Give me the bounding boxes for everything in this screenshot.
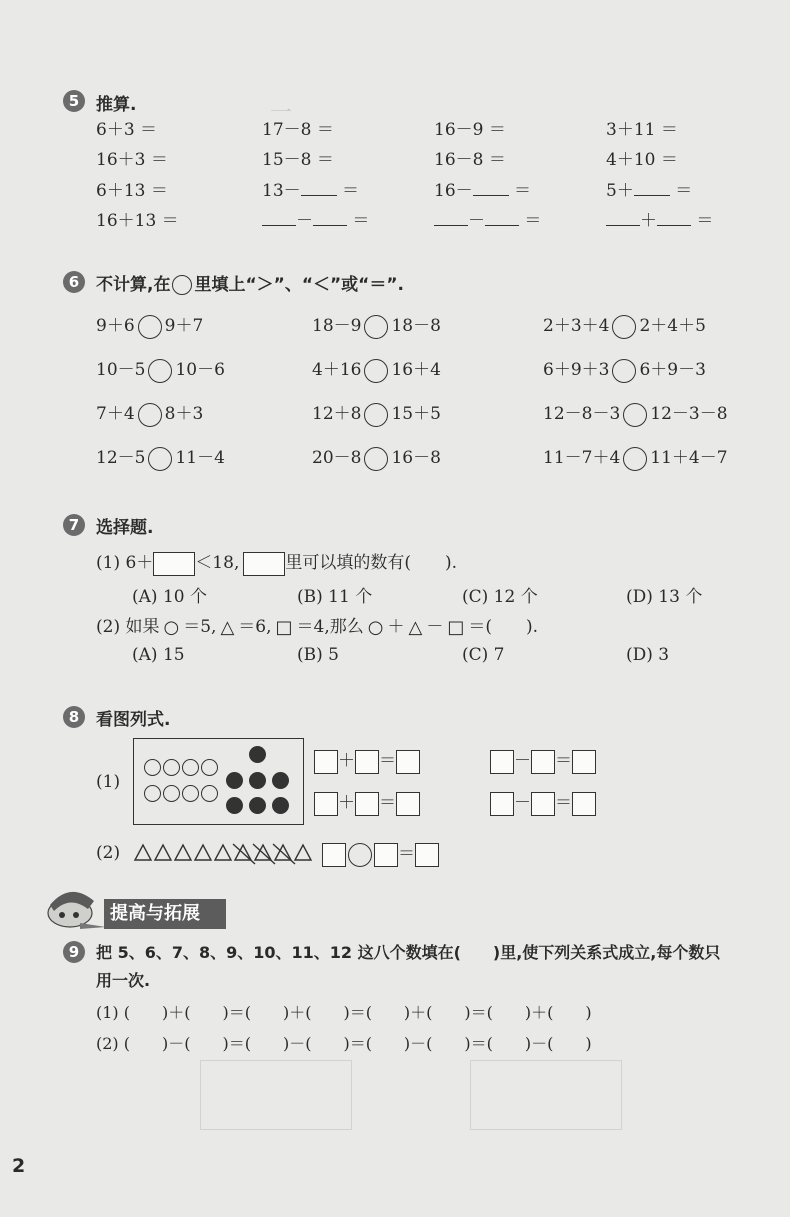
answer-box[interactable]	[415, 843, 439, 867]
answer-blank[interactable]	[485, 209, 519, 226]
compare-left: 9＋6	[96, 316, 135, 336]
page-number: 2	[12, 1155, 26, 1177]
triangle-icon	[135, 845, 151, 860]
hollow-dot	[182, 785, 199, 802]
plus-sign: ＋	[338, 751, 355, 771]
compare-item	[312, 355, 441, 383]
section-banner: 提高与拓展	[104, 899, 226, 929]
q5-r4-c2	[262, 206, 369, 231]
hollow-dot	[144, 759, 161, 776]
solid-dot	[249, 797, 266, 814]
equals-sign: ＝	[696, 211, 714, 231]
triangle-icon	[215, 845, 231, 860]
q5-r3-c4-eq: ＝	[675, 181, 693, 201]
hollow-dot	[201, 785, 218, 802]
q6-title-part-b: 里填上“＞”、“＜”或“＝”.	[194, 275, 404, 295]
q8-equation-sub-2	[490, 788, 596, 816]
hollow-dot	[144, 785, 161, 802]
triangle-icon: △	[220, 617, 235, 638]
solid-dot	[226, 797, 243, 814]
hollow-dot	[182, 759, 199, 776]
square-icon: □	[447, 617, 465, 638]
minus-sign: －	[514, 793, 531, 813]
q5-r1-c4: 3＋11 ＝	[606, 120, 678, 140]
compare-item	[543, 399, 728, 427]
question-9-badge: 9	[63, 941, 85, 963]
triangle-icon	[155, 845, 171, 860]
question-9-line-2: 用一次.	[96, 971, 151, 990]
equals-sign: ＝	[379, 793, 396, 813]
q7-p2-text-g: ＝( ).	[468, 617, 539, 637]
compare-right: 11－4	[175, 448, 225, 468]
q7-part-1	[96, 548, 457, 576]
q5-r3-c3	[434, 176, 531, 201]
q5-r3-c4	[606, 176, 692, 201]
q8-equation-add-1	[314, 746, 420, 774]
answer-box[interactable]	[243, 552, 285, 576]
answer-blank[interactable]	[634, 179, 670, 196]
compare-right: 8＋3	[164, 404, 204, 424]
q7-p2-text-c: ＝6,	[238, 617, 272, 637]
question-6-badge: 6	[63, 271, 85, 293]
q7-p1-option-c[interactable]: (C) 12 个	[462, 587, 538, 607]
answer-blank[interactable]	[434, 209, 468, 226]
compare-right: 2＋4＋5	[639, 316, 706, 336]
compare-left: 4＋16	[312, 360, 362, 380]
solid-dot	[272, 797, 289, 814]
compare-left: 6＋9＋3	[543, 360, 610, 380]
triangle-icon	[195, 845, 211, 860]
q6-title-part-a: 不计算,在	[96, 275, 171, 295]
compare-right: 10－6	[175, 360, 225, 380]
minus-sign: －	[468, 211, 485, 231]
q5-r3-c2-eq: ＝	[342, 181, 360, 201]
answer-box[interactable]	[314, 792, 338, 816]
bleed-through-box	[200, 1060, 352, 1130]
triangle-icon	[175, 845, 191, 860]
compare-item	[543, 311, 706, 339]
q7-p1-option-b[interactable]: (B) 11 个	[297, 587, 373, 607]
question-5-title: 推算.	[96, 95, 137, 115]
q5-r1-c2: 17－8 ＝	[262, 120, 334, 140]
answer-box[interactable]	[396, 792, 420, 816]
compare-right: 15＋5	[391, 404, 441, 424]
question-9-line-1: 把 5、6、7、8、9、10、11、12 这八个数填在( )里,使下列关系式成立,每个数只	[96, 943, 721, 962]
compare-item	[96, 355, 225, 383]
hollow-dot	[201, 759, 218, 776]
compare-left: 12－5	[96, 448, 146, 468]
circle-icon	[172, 275, 192, 295]
bleed-through-text: 一	[270, 101, 425, 126]
compare-right: 18－8	[391, 316, 441, 336]
answer-blank[interactable]	[473, 179, 509, 196]
hollow-dot	[163, 785, 180, 802]
compare-item	[96, 443, 225, 471]
q5-r3-c4-expr: 5＋	[606, 181, 634, 201]
q5-r3-c1: 6＋13 ＝	[96, 181, 168, 201]
q5-r3-c2-expr: 13－	[262, 181, 301, 201]
minus-sign: －	[426, 617, 444, 637]
q7-p1-option-d[interactable]: (D) 13 个	[626, 587, 703, 607]
answer-box[interactable]	[572, 792, 596, 816]
question-6-title	[96, 270, 404, 295]
compare-item	[96, 311, 203, 339]
q8-equation-sub-1	[490, 746, 596, 774]
solid-dot	[249, 746, 266, 763]
compare-left: 7＋4	[96, 404, 135, 424]
q5-r4-c3	[434, 206, 541, 231]
compare-circle[interactable]	[364, 447, 388, 471]
operator-circle[interactable]	[348, 843, 372, 867]
compare-circle[interactable]	[623, 447, 647, 471]
circle-icon: ○	[367, 617, 384, 638]
compare-left: 12＋8	[312, 404, 362, 424]
triangle-icon: △	[408, 617, 423, 638]
compare-left: 12－8－3	[543, 404, 621, 424]
compare-item	[96, 399, 203, 427]
answer-box[interactable]	[572, 750, 596, 774]
question-5-badge: 5	[63, 90, 85, 112]
compare-item	[543, 355, 706, 383]
compare-item	[543, 443, 728, 471]
equals-sign: ＝	[555, 751, 572, 771]
answer-box[interactable]	[314, 750, 338, 774]
q8-part-2-label: (2)	[96, 843, 121, 863]
compare-right: 6＋9－3	[639, 360, 706, 380]
q7-p2-option-b[interactable]: (B) 5	[297, 645, 339, 665]
q7-p1-text-b: ＜18,	[195, 553, 240, 573]
hollow-dot	[163, 759, 180, 776]
circle-icon: ○	[163, 617, 180, 638]
answer-box[interactable]	[374, 843, 398, 867]
compare-item	[312, 311, 441, 339]
q5-r2-c2: 15－8 ＝	[262, 150, 334, 170]
answer-box[interactable]	[355, 792, 379, 816]
plus-sign: ＋	[338, 793, 355, 813]
compare-circle[interactable]	[148, 447, 172, 471]
triangle-icon	[295, 845, 311, 860]
q5-r1-c1: 6＋3 ＝	[96, 120, 158, 140]
answer-box[interactable]	[153, 552, 195, 576]
q7-p2-option-c[interactable]: (C) 7	[462, 645, 505, 665]
answer-box[interactable]	[490, 750, 514, 774]
q7-p2-text-a: (2) 如果	[96, 617, 160, 637]
q5-r3-c3-expr: 16－	[434, 181, 473, 201]
q7-p2-text-d: ＝4,那么	[296, 617, 364, 637]
compare-right: 9＋7	[164, 316, 204, 336]
compare-item	[312, 399, 441, 427]
q7-part-2	[96, 612, 538, 638]
cartoon-mascot-icon	[40, 883, 108, 931]
plus-sign: ＋	[640, 211, 657, 231]
compare-circle[interactable]	[364, 315, 388, 339]
q7-p1-text-c: 里可以填的数有( ).	[285, 553, 458, 573]
question-8-badge: 8	[63, 706, 85, 728]
bleed-through-box	[470, 1060, 622, 1130]
compare-circle[interactable]	[612, 359, 636, 383]
answer-box[interactable]	[355, 750, 379, 774]
question-8-title: 看图列式.	[96, 710, 171, 730]
solid-dot	[272, 772, 289, 789]
compare-left: 2＋3＋4	[543, 316, 610, 336]
compare-circle[interactable]	[364, 403, 388, 427]
q5-r2-c4: 4＋10 ＝	[606, 150, 678, 170]
equals-sign: ＝	[352, 211, 370, 231]
compare-right: 16－8	[391, 448, 441, 468]
minus-sign: －	[296, 211, 313, 231]
compare-circle[interactable]	[364, 359, 388, 383]
question-7-title: 选择题.	[96, 518, 154, 538]
question-7-badge: 7	[63, 514, 85, 536]
q8-part-1-label: (1)	[96, 772, 121, 792]
answer-box[interactable]	[322, 843, 346, 867]
answer-box[interactable]	[531, 792, 555, 816]
compare-circle[interactable]	[138, 315, 162, 339]
q7-p2-option-a[interactable]: (A) 15	[132, 645, 185, 665]
q8-part-2-equation	[322, 839, 439, 867]
compare-left: 10－5	[96, 360, 146, 380]
answer-blank[interactable]	[262, 209, 296, 226]
equals-sign: ＝	[398, 844, 415, 864]
q5-r4-c4	[606, 206, 713, 231]
compare-circle[interactable]	[138, 403, 162, 427]
solid-dot	[226, 772, 243, 789]
q7-p1-option-a[interactable]: (A) 10 个	[132, 587, 207, 607]
answer-blank[interactable]	[606, 209, 640, 226]
q5-r4-c1: 16＋13 ＝	[96, 211, 179, 231]
equals-sign: ＝	[379, 751, 396, 771]
answer-blank[interactable]	[313, 209, 347, 226]
compare-item	[312, 443, 441, 471]
solid-dot	[249, 772, 266, 789]
answer-box[interactable]	[490, 792, 514, 816]
compare-right: 11＋4－7	[650, 448, 728, 468]
q5-r3-c2	[262, 176, 359, 201]
q9-equation-2: (2) ( )－( )＝( )－( )＝( )－( )＝( )－( )	[96, 1034, 592, 1053]
q8-equation-add-2	[314, 788, 420, 816]
q7-p1-text-a: (1) 6＋	[96, 553, 154, 573]
q7-p2-text-b: ＝5,	[183, 617, 217, 637]
compare-left: 18－9	[312, 316, 362, 336]
equals-sign: ＝	[555, 793, 572, 813]
compare-left: 11－7＋4	[543, 448, 621, 468]
plus-sign: ＋	[387, 617, 405, 637]
compare-right: 16＋4	[391, 360, 441, 380]
square-icon: □	[275, 617, 293, 638]
compare-right: 12－3－8	[650, 404, 728, 424]
minus-sign: －	[514, 751, 531, 771]
answer-blank[interactable]	[301, 179, 337, 196]
answer-box[interactable]	[531, 750, 555, 774]
answer-box[interactable]	[396, 750, 420, 774]
dot-picture	[133, 738, 304, 825]
q5-r3-c3-eq: ＝	[514, 181, 532, 201]
q7-p2-option-d[interactable]: (D) 3	[626, 645, 670, 665]
q5-r2-c3: 16－8 ＝	[434, 150, 506, 170]
compare-circle[interactable]	[148, 359, 172, 383]
compare-left: 20－8	[312, 448, 362, 468]
equals-sign: ＝	[524, 211, 542, 231]
q5-r1-c3: 16－9 ＝	[434, 120, 506, 140]
triangle-row	[133, 838, 313, 866]
q9-equation-1: (1) ( )＋( )＝( )＋( )＝( )＋( )＝( )＋( )	[96, 1003, 592, 1022]
q5-r2-c1: 16＋3 ＝	[96, 150, 168, 170]
compare-circle[interactable]	[612, 315, 636, 339]
compare-circle[interactable]	[623, 403, 647, 427]
answer-blank[interactable]	[657, 209, 691, 226]
